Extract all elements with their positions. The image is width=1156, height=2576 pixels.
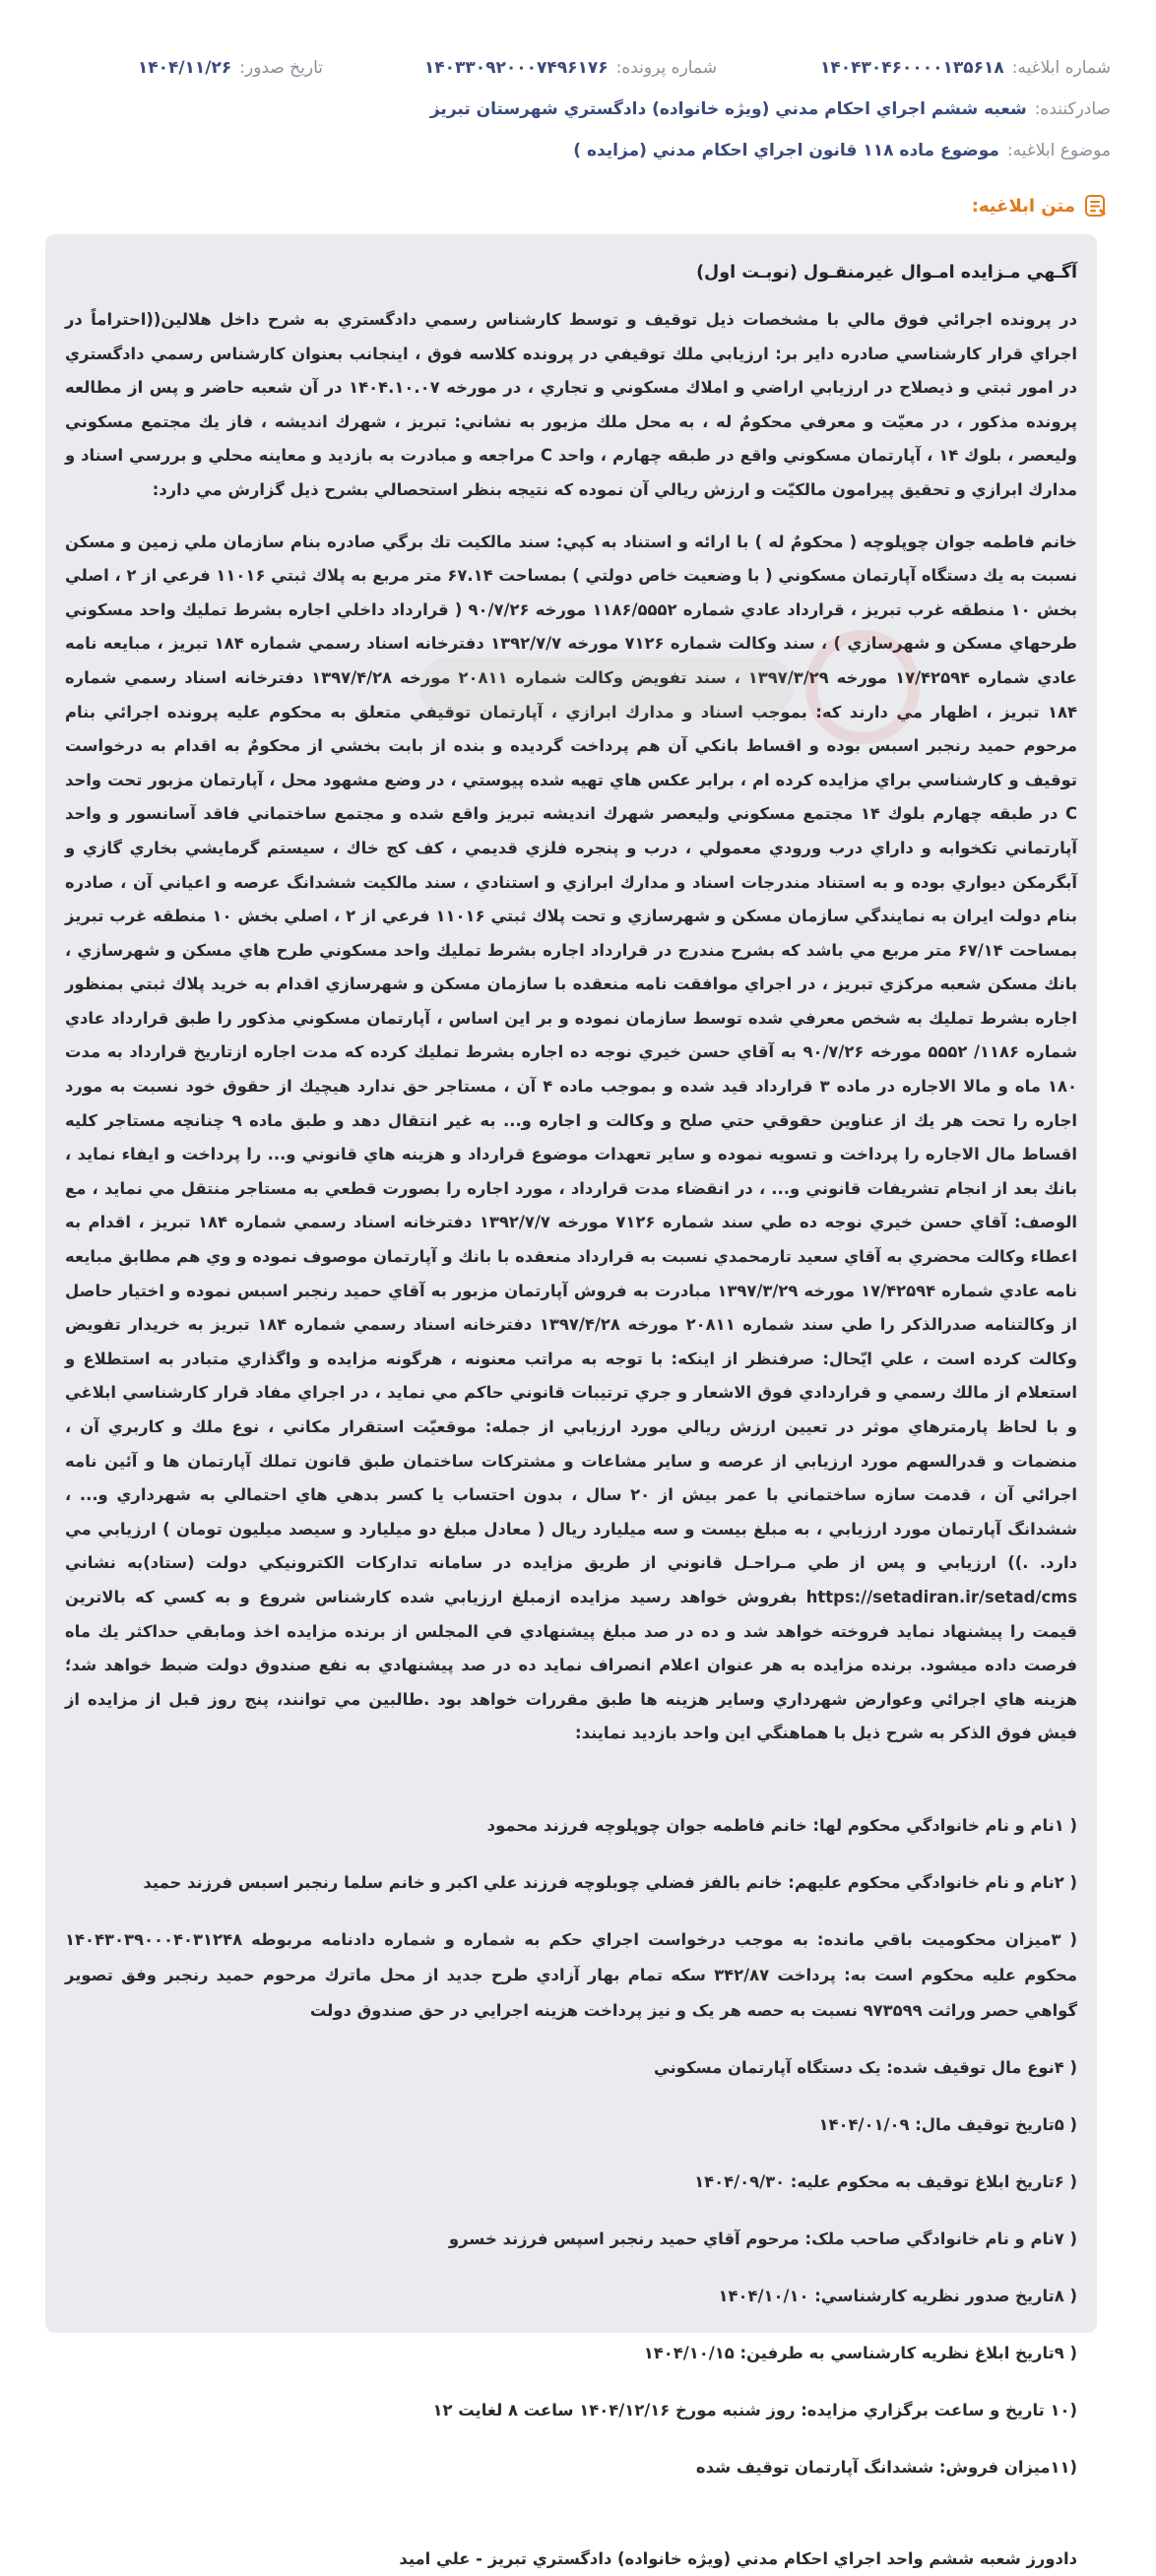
issuer-value: شعبه ششم اجراي احكام مدني (ويژه خانواده) دادگستري شهرستان تبريز (429, 99, 1027, 119)
notice-paragraph: خانم فاطمه جوان چوپلوچه ( محكومٌ له ) با ارائه و استناد به كپي: سند مالكيت تك برگي صادره بنام سازمان ملي زمين و مسكن نسبت به يك دستگاه آپارتمان مسكوني ( با وضعيت خاص دولتي ) بمساحت ۶۷.۱۴ متر مربع به پلاك ثبتي ۱۱۰۱۶ فرعي از ۲ ، اصلي بخش ۱۰ منطقه غرب تبريز ، قرارداد عادي شماره ۱۱۸۶/۵۵۵۲ مورخه ۹۰/۷/۲۶ ( قرارداد داخلي اجاره بشرط تمليك واحد مسكوني طرحهاي مسكن و شهرسازي ) ، سند وكالت شماره ۷۱۲۶ مورخه ۱۳۹۲/۷/۷ دفترخانه اسناد رسمي شماره ۱۸۴ تبريز ، مبايعه نامه عادي شماره ۱۷/۴۲۵۹۴ مورخه ۱۳۹۷/۳/۲۹ ، سند تفويض وكالت شماره ۲۰۸۱۱ مورخه ۱۳۹۷/۴/۲۸ دفترخانه اسناد رسمي شماره ۱۸۴ تبريز ، اظهار مي دارند كه: بموجب اسناد و مدارك ابرازي ، آپارتمان توقيفي متعلق به محكوم عليه پرونده اجرائي بنام مرحوم حميد رنجبر اسبس بوده و اقساط بانكي آن هم پرداخت گرديده و بنده از بابت بخشي از محكومٌ به اقدام به درخواست توقيف و كارشناسي براي مزايده كرده ام ، برابر عكس هاي تهيه شده پيوستي ، در وضع مشهود محل ، آپارتمان مزبور تحت واحد C در طبقه چهارم بلوك ۱۴ مجتمع مسكوني وليعصر شهرك انديشه تبريز واقع شده و مجتمع ساختماني فاقد آسانسور و واحد آپارتماني تكخوابه و داراي درب ورودي معمولي ، درب و پنجره فلزي قديمي ، كف كج خاك ، سيستم گرمايشي بخاري گازي و آبگرمكن ديواري بوده و به استناد مندرجات اسناد و مدارك ابرازي و استنادي ، سند مالكيت ششدانگ عرصه و اعياني آن ، صادره بنام دولت ايران به نمايندگي سازمان مسكن و شهرسازي و تحت پلاك ثبتي ۱۱۰۱۶ فرعي از ۲ ، اصلي بخش ۱۰ منطقه غرب تبريز بمساحت ۶۷/۱۴ متر مربع مي باشد كه بشرح مندرج در قرارداد اجاره بشرط تمليك واحد مسكوني طرح هاي مسكن و شهرسازي ، بانك مسكن شعبه مركزي تبريز ، در اجراي موافقت نامه منعقده با سازمان مسكن و شهرسازي اقدام به خريد پلاك ثبتي بمنظور اجاره بشرط تمليك به شخص معرفي شده توسط سازمان نموده و بر اين اساس ، آپارتمان مسكوني مذكور را طبق قرارداد عادي شماره ۱۱۸۶/ ۵۵۵۲ مورخه ۹۰/۷/۲۶ به آقاي حسن خيري نوجه ده اجاره بشرط تمليك كرده كه مدت اجاره ازتاريخ قرارداد به مدت ۱۸۰ ماه و مالا الاجاره در ماده ۳ قرارداد قيد شده و بموجب ماده ۴ آن ، مستاجر حق ندارد هيچيك از حقوق خود نسبت به مورد اجاره را تحت هر يك از عناوين حقوقي حتي صلح و وكالت و اجاره و... به غير انتقال دهد و طبق ماده ۹ چنانچه مستاجر كليه اقساط مال الاجاره را پرداخت و تسويه نموده و ساير تعهدات موضوع قرارداد و هزينه هاي قانوني و... را پرداخت و ايفاء نمايد ، بانك بعد از انجام تشريفات قانوني و... ، در انقضاء مدت قرارداد ، مورد اجاره را بصورت قطعي به مستاجر منتقل مي نمايد ، مع الوصف: آقاي حسن خيري نوجه ده طي سند شماره ۷۱۲۶ مورخه ۱۳۹۲/۷/۷ دفترخانه اسناد رسمي شماره ۱۸۴ تبريز ، اقدام به اعطاء وكالت محضري به آقاي سعيد تارمحمدي نسبت به قرارداد منعقده با بانك و آپارتمان موصوف نموده و وي هم مطابق مبايعه نامه عادي شماره ۱۷/۴۲۵۹۴ مورخه ۱۳۹۷/۳/۲۹ مبادرت به فروش آپارتمان مزبور به آقاي حميد رنجبر اسبس نموده و اختيار حاصل از وكالتنامه صدرالذكر را طي سند شماره ۲۰۸۱۱ مورخه ۱۳۹۷/۴/۲۸ دفترخانه اسناد رسمي شماره ۱۸۴ تبريز به خريدار تفويض وكالت كرده است ، علي ايّحال: صرفنظر از اينكه: با توجه به مراتب معنونه ، هرگونه مزايده و واگذاري متبادر به استطلاع و استعلام از مالك رسمي و قراردادي فوق الاشعار و جري ترتيبات قانوني حاكم مي نمايد ، در اجراي مفاد قرار كارشناسي ابلاغي و با لحاظ پارمترهاي موثر در تعيين ارزش ريالي مورد ارزيابي از جمله: موقعيّت استقرار مكاني ، نوع ملك و كاربري آن ، منضمات و قدرالسهم مورد ارزيابي از عرصه و ساير مشاعات و مشتركات ساختمان طبق قانون تملك آپارتمان ها و آئين نامه اجرائي آن ، قدمت سازه ساختماني با عمر بيش از ۲۰ سال ، بدون احتساب يا كسر بدهي هاي احتمالي به شهرداري و... ، ششدانگ آپارتمان مورد ارزيابي ، به مبلغ بيست و سه ميليارد ريال ( معادل مبلغ دو ميليارد و سيصد ميليون تومان ) ارزيابي مي دارد. .)) ارزيابي و پس از طي مـراحـل قانوني از طريق مزايده در سامانه تداركات الكترونيكي دولت (ستاد)به نشاني https://setadiran.ir/setad/cms بفروش خواهد رسيد مزايده ازمبلغ ارزيابي شده كارشناس شروع و به كسي كه بالاترين قيمت را پيشنهاد نمايد فروخته خواهد شد و ده در صد مبلغ پيشنهادي في المجلس از برنده مزايده اخذ ومابقي حداكثر يك ماه فرصت داده ميشود. برنده مزايده به هر عنوان اعلام انصراف نمايد ده در صد پيشنهادي به نفع صندوق دولت ضبط خواهد شد؛ هزينه هاي اجرائي وعوارض شهرداري وساير هزينه ها طبق مقررات خواهد بود .طالبين مي توانند، پنج روز قبل از مزايده از فيش فوق الذكر به شرح ذيل با هماهنگي اين واحد بازديد نمايند: (65, 532, 1078, 1743)
list-item: ( ۸تاريخ صدور نظريه كارشناسي: ۱۴۰۴/۱۰/۱۰ (718, 2286, 1077, 2305)
list-item: ( ۶تاريخ ابلاغ توقيف به محكوم عليه: ۱۴۰۴/۰۹/۳۰ (694, 2171, 1077, 2191)
notice-title: آگـهي مـزايده امـوال غيرمنقـول (نوبـت اول) (696, 263, 1077, 283)
notice-panel (45, 234, 1097, 2568)
list-item: (۱۱ميزان فروش: ششدانگ آپارتمان توقيف شده (695, 2457, 1077, 2477)
issue-date-label: تاریخ صدور: (239, 58, 323, 78)
case-number-label: شماره پرونده: (615, 58, 717, 78)
document-icon (1083, 193, 1109, 219)
header-meta-row (45, 55, 1111, 81)
notice-number-value: ۱۴۰۴۳۰۴۶۰۰۰۰۱۳۵۶۱۸ (819, 58, 1004, 78)
list-item: ( ۴نوع مال توقيف شده: يک دستگاه آپارتمان مسکوني (653, 2057, 1077, 2077)
list-item: ( ۱نام و نام خانوادگي محكوم لها: خانم فاطمه جوان چوپلوچه فرزند محمود (486, 1815, 1077, 1835)
case-number (323, 55, 717, 81)
list-item: ( ۵تاريخ توقيف مال: ۱۴۰۴/۰۱/۰۹ (818, 2114, 1077, 2134)
subject-label: موضوع ابلاغیه: (1006, 141, 1111, 160)
list-item: ( ۳ميزان محكوميت باقي مانده: به موجب درخواست اجراي حكم به شماره و شماره دادنامه مربوطه ۱۴۰۴۳۰۳۹۰۰۰۴۰۳۱۲۴۸ محكوم عليه محكوم است به: پرداخت ۳۴۲/۸۷ سكه تمام بهار آزادي طرح جديد از محل ماترك مرحوم حميد رنجبر وفق تصوير گواهي حصر وراثت ۹۷۳۵۹۹ نسبت به حصه هر يک و نيز پرداخت هزينه اجرايي در حق صندوق دولت (65, 1929, 1078, 2020)
notice-paragraph: در پرونده اجرائي فوق مالي با مشخصات ذيل توقيف و توسط كارشناس رسمي دادگستري به شرح داخل هلالين((احتراماً در اجراي قرار كارشناسي صادره داير بر: ارزيابي ملك توقيفي در پرونده كلاسه فوق ، اينجانب بعنوان كارشناس رسمي دادگستري در امور ثبتي و ذيصلاح در ارزيابي اراضي و املاك مسكوني و تجاري ، در مورخه ۱۴۰۴.۱۰.۰۷ در آن شعبه حاضر و پس از مطالعه پرونده مذكور ، در معيّت و معرفي محكومٌ له ، به محل ملك مزبور به نشاني: تبريز ، شهرك انديشه ، فاز يك مجتمع مسكوني وليعصر ، بلوك ۱۴ ، آپارتمان مسكوني واقع در طبقه چهارم ، واحد C مراجعه و مبادرت به بازديد و معاينه محلي و بررسي اسناد و مدارك ابرازي و تحقيق پيرامون مالكيّت و ارزش ريالي آن نموده كه نتيجه بنظر استحصالي بشرح ذيل گزارش مي دارد: (65, 310, 1077, 499)
list-item: ( ۲نام و نام خانوادگي محكوم عليهم: خانم بالفز فضلي چوبلوچه فرزند علي اكبر و خانم سلما رنجبر اسبس فرزند حميد (143, 1872, 1077, 1892)
notice-number (717, 55, 1111, 81)
issue-date-value: ۱۴۰۴/۱۱/۲۶ (137, 58, 232, 78)
notice-text-heading-label: متن ابلاغیه: (971, 195, 1075, 217)
case-number-value: ۱۴۰۳۳۰۹۲۰۰۰۷۴۹۶۱۷۶ (423, 58, 609, 78)
issuer-row (45, 96, 1111, 122)
notice-text-heading (972, 193, 1109, 219)
list-item: ( ۹تاريخ ابلاغ نظريه كارشناسي به طرفين: ۱۴۰۴/۱۰/۱۵ (643, 2343, 1077, 2362)
issue-date (138, 55, 323, 81)
issuer-label: صادرکننده: (1034, 99, 1111, 119)
signer-line: دادورز شعبه ششم واحد اجراي احكام مدني (ويژه خانواده) دادگستري تبريز - علي اميد (399, 2548, 1077, 2568)
notice-number-label: شماره ابلاغیه: (1011, 58, 1111, 78)
list-item: ( ۷نام و نام خانوادگي صاحب ملک: مرحوم آقاي حميد رنجبر اسپس فرزند خسرو (448, 2229, 1077, 2248)
list-item: (۱۰ تاريخ و ساعت برگزاري مزايده: روز شنبه مورخ ۱۴۰۴/۱۲/۱۶ ساعت ۸ لغايت ۱۲ (432, 2400, 1077, 2419)
subject-row (45, 138, 1111, 163)
subject-value: موضوع ماده ۱۱۸ قانون اجراي احكام مدني (مزايده ) (573, 141, 999, 160)
